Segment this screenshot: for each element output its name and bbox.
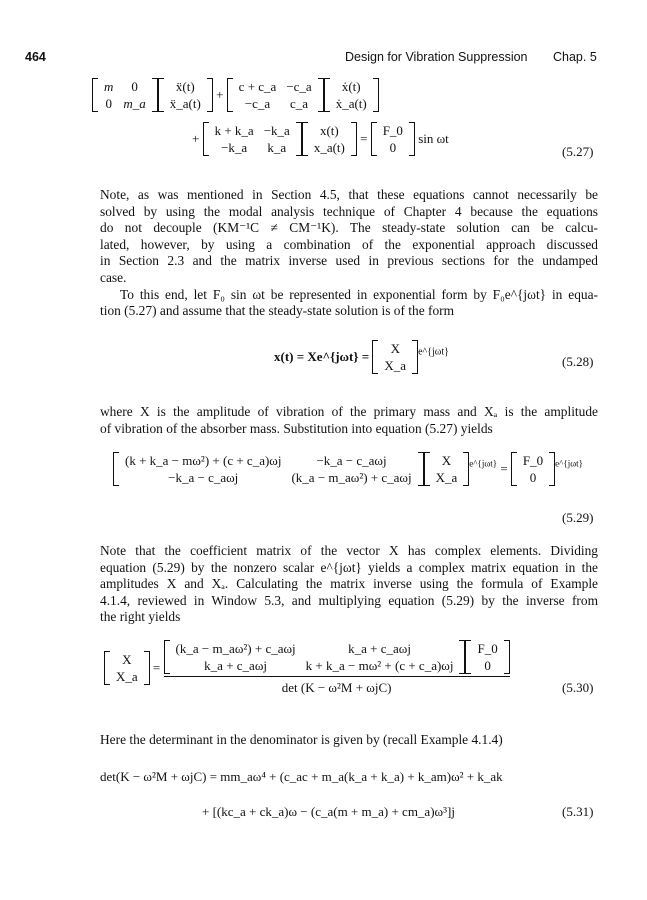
- force-vector: F_0 0: [371, 122, 415, 156]
- paragraph-5: Here the determinant in the denominator is given by (recall Example 4.1.4): [100, 732, 503, 747]
- equation-number-5-30: (5.30): [562, 680, 594, 695]
- equation-number-5-28: (5.28): [562, 354, 594, 369]
- equation-number-5-27: (5.27): [562, 144, 594, 159]
- equation-5-28: x(t) = Xe^{jωt} = X X_a $^{e\^{}\{j\omega t\}}$: [274, 341, 449, 373]
- equation-5-27-line1: m 0 0 m_a ẍ(t) ẍ_a(t) + c + c_a −c_a −c_a c_a ẋ(t) ẋ_a(t): [92, 78, 379, 112]
- acceleration-vector: ẍ(t) ẍ_a(t): [158, 78, 213, 112]
- inverse-fraction: (k_a − m_aω²) + c_aωj k_a + c_aωj k_a + c_aωj k + k_a − mω² + (c + c_a)ωj F_0 0 det (K − ω²M + ωjC): [164, 640, 510, 696]
- amplitude-vector: X X_a: [372, 340, 418, 374]
- amplitude-vector: X X_a: [424, 452, 470, 486]
- equation-5-30: X X_a = (k_a − m_aω²) + c_aωj k_a + c_aωj k_a + c_aωj k + k_a − mω² + (c + c_a)ωj F_0 0 det (K − ω²M + ωjC): [104, 640, 510, 696]
- equation-number-5-31: (5.31): [562, 804, 594, 819]
- velocity-vector: ẋ(t) ẋ_a(t): [324, 78, 379, 112]
- damping-matrix: c + c_a −c_a −c_a c_a: [227, 78, 324, 112]
- paragraph-3: where X is the amplitude of vibration of the primary mass and Xₐ is the amplitude of vibration of the absorber mass. Substitution into equation (5.27) yields: [100, 404, 598, 436]
- equation-5-31-line1: det(K − ω²M + ωjC) = mm_aω⁴ + (c_ac + m_a(k_a + k_a) + k_am)ω² + k_ak: [100, 769, 503, 784]
- equation-5-29: (k + k_a − mω²) + (c + c_a)ωj −k_a − c_aωj −k_a − c_aωj (k_a − m_aω²) + c_aωj X X_a $^{e\^{}\{j\omega t\}}$ = F_0 0 $^{e\^{}\{j\omega t\}}$: [113, 452, 583, 486]
- running-title: Design for Vibration Suppression: [345, 50, 528, 64]
- force-vector: F_0 0: [511, 452, 555, 486]
- force-vector: F_0 0: [465, 640, 509, 674]
- coefficient-matrix: (k + k_a − mω²) + (c + c_a)ωj −k_a − c_aωj −k_a − c_aωj (k_a − m_aω²) + c_aωj: [113, 452, 424, 486]
- paragraph-1: Note, as was mentioned in Section 4.5, that these equations cannot necessarily be solved by using the modal analysis technique of Chapter 4 because the equations do not decouple (KM⁻¹C ≠ CM⁻¹K). The steady-state solution can be calcu- lated, however, by using a combination of the exponential approach discussed in Section 2.3 and the matrix inverse used in previous sections for the undamped case. To this end, let F₀ sin ωt be represented in exponential form by F₀e^{jωt} in equa- tion (5.27) and assume that the steady-state solution is of the form: [100, 187, 598, 319]
- adjugate-matrix: (k_a − m_aω²) + c_aωj k_a + c_aωj k_a + c_aωj k + k_a − mω² + (c + c_a)ωj: [164, 640, 466, 674]
- equation-5-27-line2: + k + k_a −k_a −k_a k_a x(t) x_a(t) = F_0 0 sin ωt: [192, 123, 449, 155]
- stiffness-matrix: k + k_a −k_a −k_a k_a: [203, 122, 302, 156]
- chapter-label: Chap. 5: [553, 50, 597, 64]
- paragraph-4: Note that the coefficient matrix of the vector X has complex elements. Dividing equation (5.29) by the nonzero scalar e^{jωt} yields a complex matrix equation in the amplitudes X and Xₐ. Calculating the matrix inverse using the formula of Example 4.1.4, reviewed in Window 5.3, and multiplying equation (5.29) by the inverse from the right yields: [100, 543, 598, 625]
- mass-matrix: m 0 0 m_a: [92, 78, 158, 112]
- page-number: 464: [25, 50, 46, 64]
- equation-5-31-line2: + [(kc_a + ck_a)ω − (c_a(m + m_a) + cm_a)ω³]j: [202, 804, 455, 819]
- displacement-vector: x(t) x_a(t): [302, 122, 357, 156]
- amplitude-vector: X X_a: [104, 651, 150, 685]
- equation-number-5-29: (5.29): [562, 510, 594, 525]
